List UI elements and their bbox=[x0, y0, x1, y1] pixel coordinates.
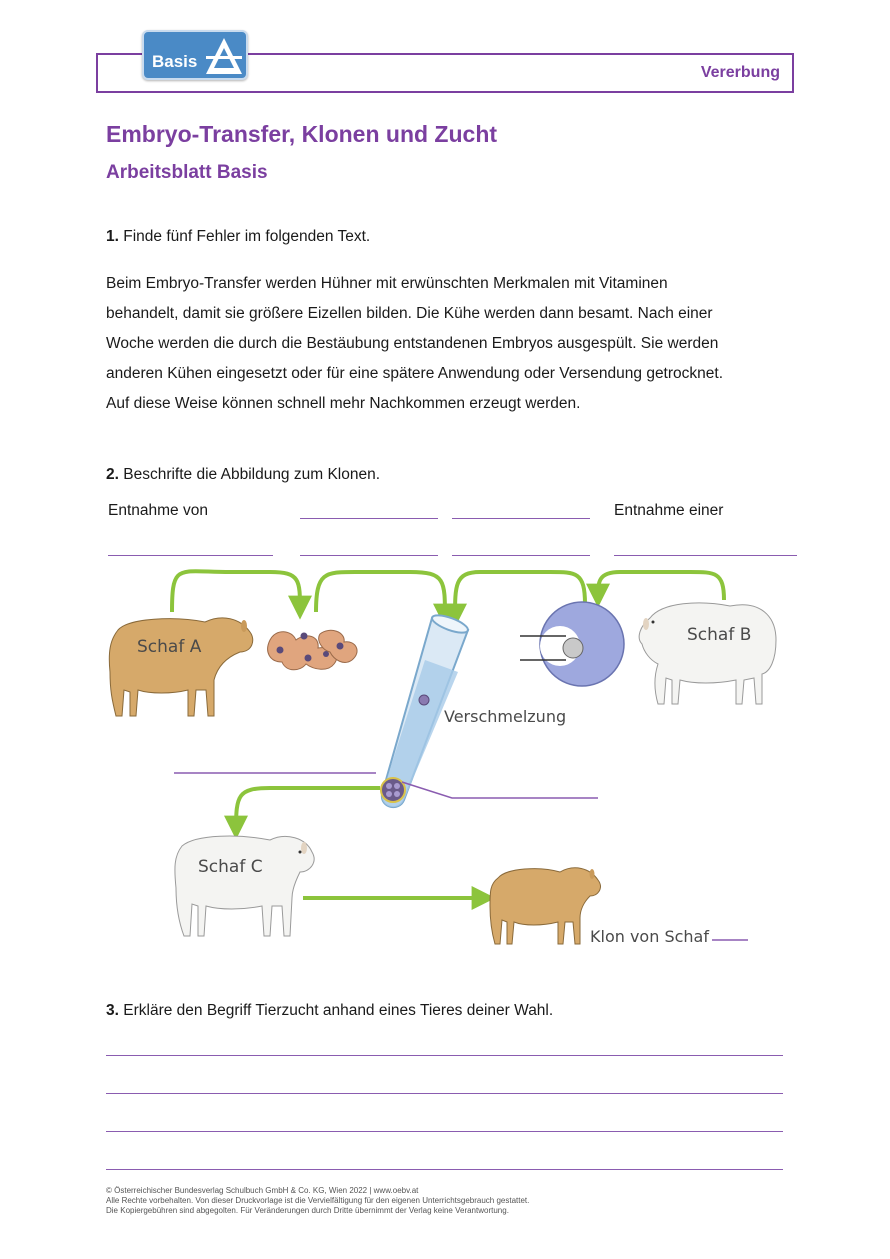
arrow-b-to-egg bbox=[598, 572, 724, 600]
sheep-a-label: Schaf A bbox=[137, 637, 202, 657]
sheep-a-illustration bbox=[109, 618, 252, 716]
page-title: Embryo-Transfer, Klonen und Zucht bbox=[106, 121, 498, 147]
answer-line[interactable] bbox=[106, 1055, 783, 1056]
task1-line: Beim Embryo-Transfer werden Hühner mit erwünschten Merkmalen mit Vitaminen bbox=[106, 275, 668, 292]
body-cells-illustration bbox=[268, 630, 357, 669]
answer-blank[interactable] bbox=[452, 555, 590, 556]
sheep-b-label: Schaf B bbox=[687, 625, 752, 645]
embryo-pointer-blank[interactable] bbox=[402, 782, 598, 798]
task1-line: Auf diese Weise können schnell mehr Nachkommen erzeugt werden. bbox=[106, 395, 581, 412]
task3-number: 3. bbox=[106, 1002, 119, 1019]
task1-heading bbox=[106, 228, 370, 246]
basis-badge bbox=[142, 30, 248, 80]
fusion-label: Verschmelzung bbox=[444, 707, 567, 726]
label-entnahme-einer: Entnahme einer bbox=[614, 502, 724, 519]
task3-instruction: Erkläre den Begriff Tierzucht anhand eines Tieres deiner Wahl. bbox=[123, 1002, 554, 1019]
footer-line: Die Kopiergebühren sind abgegolten. Für Veränderungen durch Dritte übernimmt der Verlag keine Verantwortung. bbox=[106, 1206, 509, 1215]
footer bbox=[106, 1186, 529, 1216]
task1-number: 1. bbox=[106, 228, 119, 245]
footer-line: © Österreichischer Bundesverlag Schulbuch GmbH & Co. KG, Wien 2022 | www.oebv.at bbox=[106, 1186, 419, 1195]
task1-text bbox=[106, 269, 786, 419]
task3-heading bbox=[106, 1002, 553, 1020]
answer-blank[interactable] bbox=[108, 555, 273, 556]
footer-line: Alle Rechte vorbehalten. Von dieser Druckvorlage ist die Vervielfältigung für den eigenen Unterrichtsgebrauch gestattet. bbox=[106, 1196, 530, 1205]
task1-line: anderen Kühen eingesetzt oder für eine spätere Anwendung oder Versendung getrocknet. bbox=[106, 365, 724, 382]
clone-sheep-illustration bbox=[490, 868, 600, 944]
task1-line: behandelt, damit sie größere Eizellen bilden. Die Kühe werden dann besamt. Nach einer bbox=[106, 305, 713, 322]
task1-line: Woche werden die durch die Bestäubung entstandenen Embryos ausgespült. Sie werden bbox=[106, 335, 719, 352]
badge-label: Basis bbox=[152, 52, 198, 71]
sheep-c-illustration bbox=[175, 836, 314, 936]
sheep-b-illustration bbox=[639, 603, 776, 704]
answer-line[interactable] bbox=[106, 1131, 783, 1132]
arrow-cells-to-tube bbox=[316, 572, 445, 618]
task2-heading bbox=[106, 466, 380, 484]
sheep-c-label: Schaf C bbox=[198, 857, 263, 877]
label-entnahme-von: Entnahme von bbox=[108, 502, 208, 519]
topic-label: Vererbung bbox=[700, 64, 780, 81]
arrow-a-to-cells bbox=[172, 571, 300, 612]
task2-instruction: Beschrifte die Abbildung zum Klonen. bbox=[123, 466, 381, 483]
answer-blank[interactable] bbox=[300, 555, 438, 556]
task1-instruction: Finde fünf Fehler im folgenden Text. bbox=[123, 228, 371, 245]
answer-line[interactable] bbox=[106, 1169, 783, 1170]
egg-cell-illustration bbox=[520, 602, 624, 686]
page-subtitle: Arbeitsblatt Basis bbox=[106, 162, 268, 183]
answer-blank[interactable] bbox=[614, 555, 797, 556]
answer-blank[interactable] bbox=[452, 518, 590, 519]
triangle-logo-icon bbox=[204, 36, 244, 78]
clone-label: Klon von Schaf bbox=[590, 927, 709, 946]
answer-blank[interactable] bbox=[300, 518, 438, 519]
arrow-tube-to-c bbox=[236, 788, 380, 830]
task2-number: 2. bbox=[106, 466, 119, 483]
answer-line[interactable] bbox=[106, 1093, 783, 1094]
